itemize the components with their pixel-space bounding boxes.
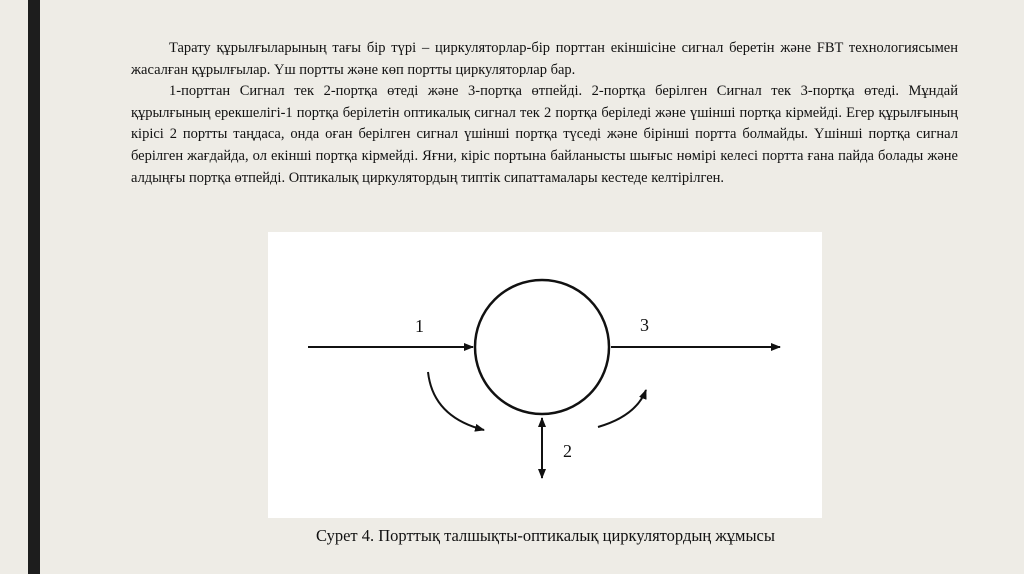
circulator-figure bbox=[268, 232, 822, 518]
circulator-diagram bbox=[268, 232, 822, 518]
port1-label: 1 bbox=[415, 316, 424, 336]
body-text bbox=[131, 38, 958, 189]
circulator-circle bbox=[475, 280, 609, 414]
curved-arrow-1-to-2 bbox=[428, 372, 484, 430]
figure-caption: Сурет 4. Порттық талшықты-оптикалық циркулятордың жұмысы bbox=[316, 526, 775, 545]
port3-label: 3 bbox=[640, 315, 649, 335]
curved-arrow-2-to-3 bbox=[598, 390, 646, 427]
port2-label: 2 bbox=[563, 441, 572, 461]
paragraph-2: 1-порттан Сигнал тек 2-портқа өтеді және 3-портқа өтпейді. 2-портқа берілген Сигнал тек 3-портқа өтеді. Мұндай құрылғының ерекшелігі-1 портқа берілетін оптикалық сигнал тек 2 портқа беріледі және үшінші портқа кірмейді. Егер құрылғының кірісі 2 портты таңдаса, онда оған берілген сигнал үшінші портқа түседі және бірінші портта болмайды. Үшінші портқа сигнал берілген жағдайда, ол екінші портқа кірмейді. Яғни, кіріс портына байланысты шығыс нөмірі келесі портта ғана пайда болады және алдыңғы портқа өтпейді. Оптикалық циркулятордың типтік сипаттамалары кестеде келтірілген. bbox=[131, 83, 958, 186]
left-accent-bar bbox=[28, 0, 40, 574]
paragraph-1: Тарату құрылғыларының тағы бір түрі – циркуляторлар-бір порттан екіншісіне сигнал беретін және FBT технологиясымен жасалған құрылғылар. Үш портты және көп портты циркуляторлар бар. bbox=[131, 40, 958, 78]
